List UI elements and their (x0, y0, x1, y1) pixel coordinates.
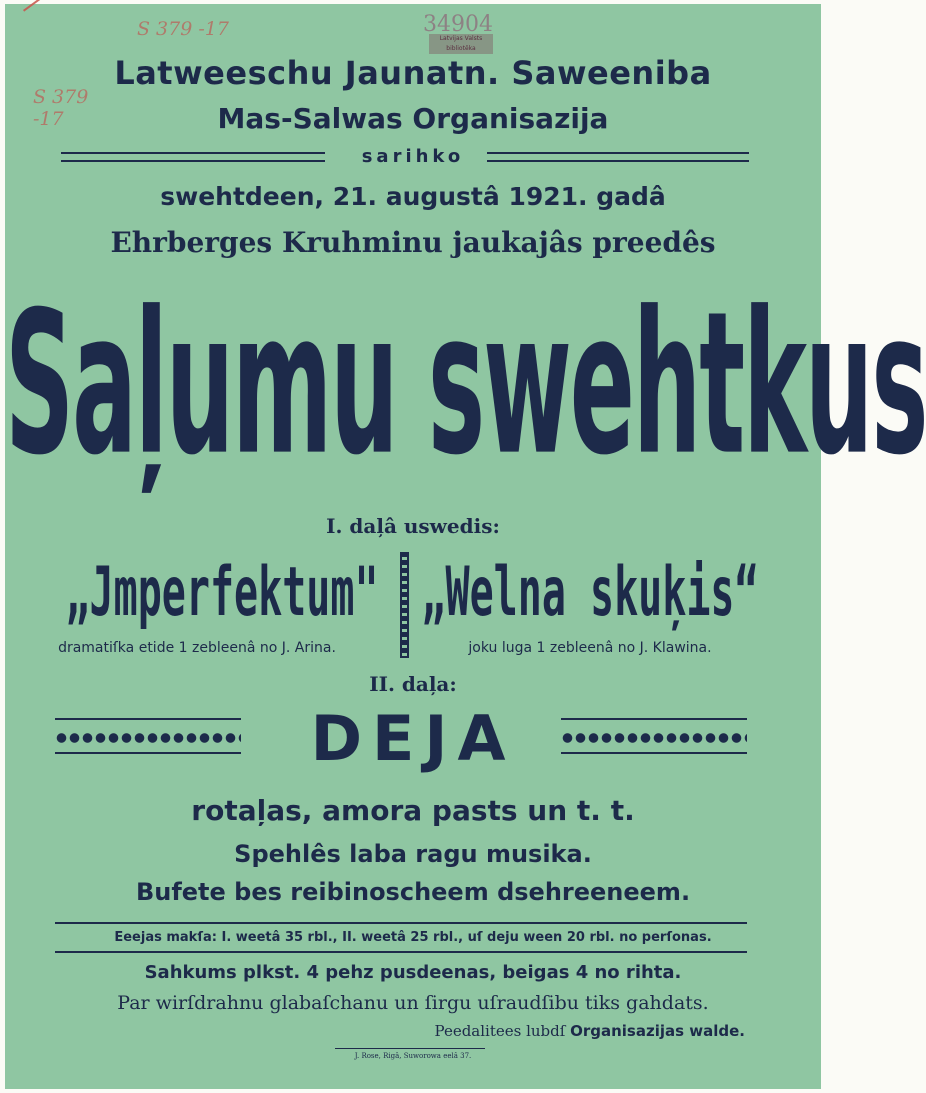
event-title-text: Saļumu swehtkus (5, 269, 926, 499)
invite-line (435, 1022, 745, 1040)
printer-imprint: J. Rose, Rigâ, Suworowa eelâ 37. (354, 1052, 472, 1060)
dance-rule-right-top (561, 718, 747, 720)
org-line-1: Latweeschu Jaunatn. Saweeniba (114, 54, 712, 92)
poster (5, 4, 926, 1089)
coat-care-note: Par wirſdrahnu glabaſchanu un ſirgu uſraudſibu tiks gahdats. (117, 992, 709, 1014)
rule-right-top (487, 152, 749, 154)
play2-subtitle: joku luga 1 zebleenâ no J. Klawina. (468, 640, 712, 656)
event-title (5, 269, 926, 499)
event-date: swehtdeen, 21. augustâ 1921. gadâ (160, 182, 666, 211)
corner-mark (23, 0, 113, 12)
event-venue: Ehrberges Kruhminu jaukajâs preedês (110, 226, 716, 259)
printer-rule (335, 1048, 485, 1049)
handwritten-catalog-side: S 379 -17 (33, 86, 89, 130)
archive-stamp-number: 34904 (423, 12, 493, 37)
invite-prefix: Peedalitees lubdſ (434, 1022, 566, 1040)
buffet-note: Bufete bes reibinoscheem dsehreeneem. (135, 878, 691, 906)
dance-title: DEJA (310, 702, 516, 775)
handwritten-catalog-top: S 379 -17 (137, 18, 229, 40)
rule-right-bottom (487, 160, 749, 162)
ticket-prices: Eeejas makſa: I. weetâ 35 rbl., II. weetâ 25 rbl., uſ deju ween 20 rbl. no perſonas. (114, 930, 712, 945)
play2-title (417, 553, 763, 633)
play1-title (55, 553, 389, 633)
play1-title-text: „Jmperfektum" (65, 553, 379, 633)
org-line-2: Mas-Salwas Organisazija (217, 102, 609, 135)
library-stamp: Latvijas Valsts bibliotēka (429, 34, 493, 54)
play1-subtitle: dramatiſka etide 1 zebleenâ no J. Arina. (58, 640, 336, 656)
prices-rule-top (55, 922, 747, 924)
presents-label: sarihko (361, 146, 465, 167)
dance-rule-right-bottom (561, 752, 747, 754)
dance-dots-right (561, 731, 747, 745)
ornamental-divider (400, 552, 409, 658)
music-note: Spehlês laba ragu musika. (234, 840, 592, 868)
play2-title-text: „Welna skuķis“ (421, 553, 759, 633)
start-time: Sahkums plkst. 4 pehz pusdeenas, beigas 4 no rihta. (144, 962, 682, 983)
dance-activities: rotaļas, amora pasts un t. t. (191, 794, 635, 827)
part2-heading: II. daļa: (369, 672, 457, 696)
part1-heading: I. daļâ uswedis: (326, 514, 500, 538)
prices-rule-bottom (55, 951, 747, 953)
invite-organisation: Organisazijas walde. (570, 1022, 745, 1040)
